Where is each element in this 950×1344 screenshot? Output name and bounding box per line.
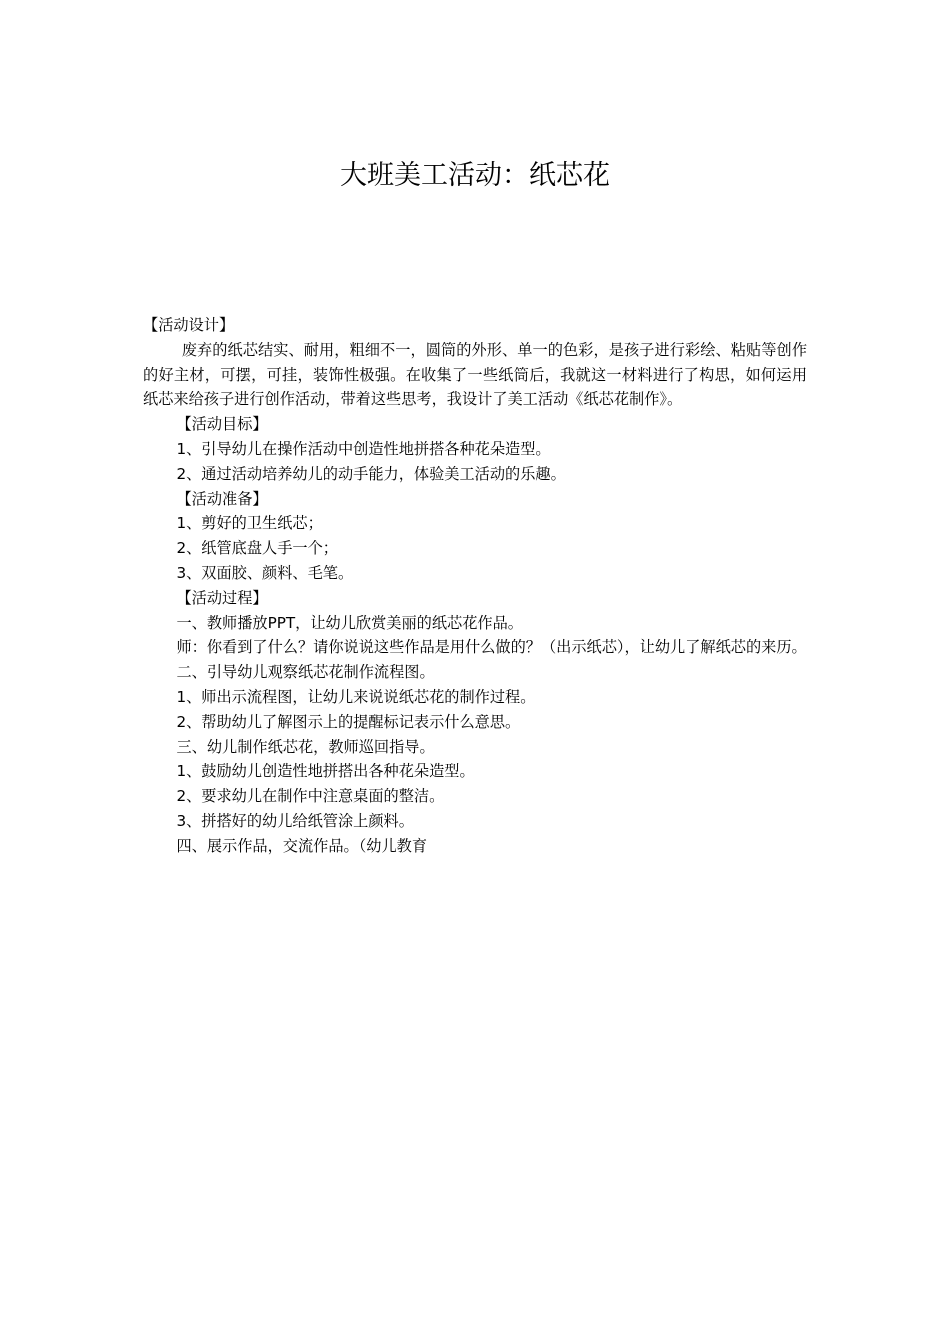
section-heading-design: 【活动设计】 — [143, 316, 235, 334]
list-item-step2-1: 1、师出示流程图，让幼儿来说说纸芯花的制作过程。 — [176, 687, 536, 706]
list-item-goal-2: 2、通过活动培养幼儿的动手能力，体验美工活动的乐趣。 — [176, 464, 566, 483]
paragraph-step-2: 二、引导幼儿观察纸芯花制作流程图。 — [176, 663, 435, 682]
paragraph-design-text: 废弃的纸芯结实、耐用，粗细不一，圆筒的外形、单一的色彩，是孩子进行彩绘、粘贴等创作的好主材，可摆，可挂，装饰性极强。在收集了一些纸筒后，我就这一材料进行了构思，如何运用纸芯来给孩子进行创作活动，带着这些思考，我设计了美工活动《纸芯花制作》。 — [143, 340, 807, 409]
list-item-step3-3: 3、拼搭好的幼儿给纸管涂上颜料。 — [176, 811, 414, 830]
paragraph-step-1: 一、教师播放PPT，让幼儿欣赏美丽的纸芯花作品。 — [176, 613, 523, 632]
list-item-step3-2: 2、要求幼儿在制作中注意桌面的整洁。 — [176, 787, 445, 806]
section-heading-goals: 【活动目标】 — [176, 415, 268, 434]
document-body — [143, 313, 807, 859]
list-item-prep-2: 2、纸管底盘人手一个； — [176, 539, 338, 558]
list-item-goal-1: 1、引导幼儿在操作活动中创造性地拼搭各种花朵造型。 — [176, 439, 551, 458]
list-item-prep-1: 1、剪好的卫生纸芯； — [176, 514, 323, 533]
list-item-step2-2: 2、帮助幼儿了解图示上的提醒标记表示什么意思。 — [176, 712, 521, 731]
section-heading-process: 【活动过程】 — [176, 588, 268, 607]
list-item-prep-3: 3、双面胶、颜料、毛笔。 — [176, 563, 354, 582]
paragraph-teacher-question: 师：你看到了什么？请你说说这些作品是用什么做的？（出示纸芯），让幼儿了解纸芯的来历。 — [176, 638, 807, 657]
document-title: 大班美工活动：纸芯花 — [340, 160, 610, 191]
list-item-step3-1: 1、鼓励幼儿创造性地拼搭出各种花朵造型。 — [176, 762, 475, 781]
paragraph-step-3: 三、幼儿制作纸芯花，教师巡回指导。 — [176, 737, 435, 756]
paragraph-step-4: 四、展示作品，交流作品。（幼儿教育 — [176, 836, 428, 855]
section-heading-preparation: 【活动准备】 — [176, 489, 268, 508]
